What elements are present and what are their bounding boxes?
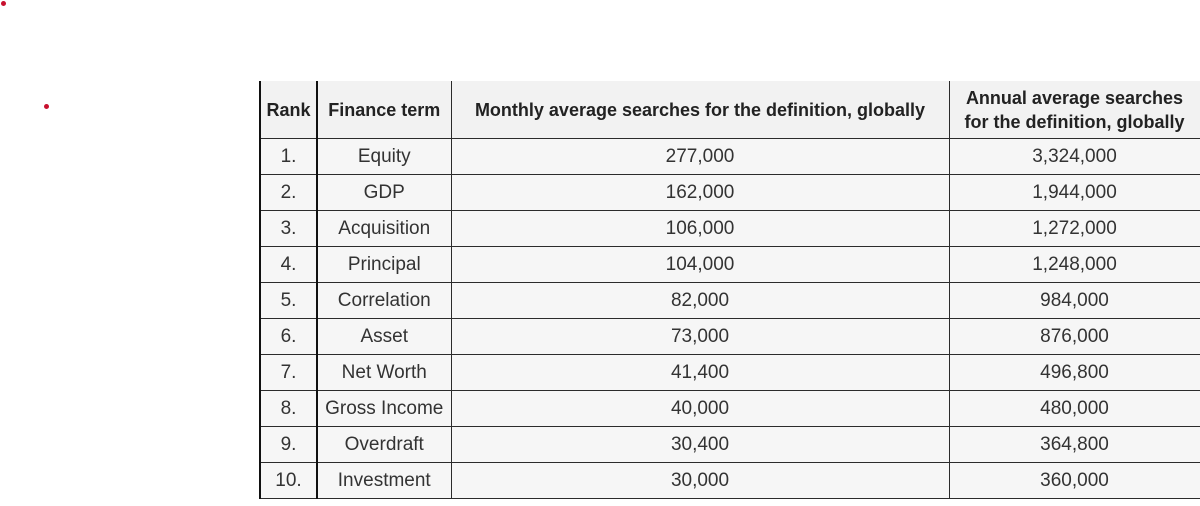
cell-rank: 1. (260, 139, 317, 175)
cell-finance-term: Investment (317, 463, 451, 499)
cell-rank: 6. (260, 319, 317, 355)
cell-monthly-searches: 41,400 (451, 355, 949, 391)
header-rank: Rank (260, 81, 317, 139)
cell-finance-term: Principal (317, 247, 451, 283)
table-row (260, 427, 1200, 463)
cell-annual-searches: 1,248,000 (949, 247, 1200, 283)
cell-rank: 5. (260, 283, 317, 319)
cell-annual-searches: 1,272,000 (949, 211, 1200, 247)
cell-monthly-searches: 73,000 (451, 319, 949, 355)
header-monthly-searches: Monthly average searches for the definition, globally (451, 81, 949, 139)
cell-rank: 3. (260, 211, 317, 247)
table-row (260, 463, 1200, 499)
cell-rank: 8. (260, 391, 317, 427)
cell-rank: 2. (260, 175, 317, 211)
cell-rank: 4. (260, 247, 317, 283)
table-row (260, 211, 1200, 247)
cell-monthly-searches: 106,000 (451, 211, 949, 247)
header-finance-term: Finance term (317, 81, 451, 139)
cell-finance-term: Gross Income (317, 391, 451, 427)
table-row (260, 283, 1200, 319)
cell-rank: 7. (260, 355, 317, 391)
cell-monthly-searches: 104,000 (451, 247, 949, 283)
header-row (260, 81, 1200, 139)
header-annual-searches: Annual average searches for the definition, globally (949, 81, 1200, 139)
cell-finance-term: Equity (317, 139, 451, 175)
cell-annual-searches: 364,800 (949, 427, 1200, 463)
cell-finance-term: Acquisition (317, 211, 451, 247)
cell-annual-searches: 496,800 (949, 355, 1200, 391)
table-body (260, 139, 1200, 499)
table-row (260, 139, 1200, 175)
cell-annual-searches: 876,000 (949, 319, 1200, 355)
cell-finance-term: GDP (317, 175, 451, 211)
cell-monthly-searches: 30,400 (451, 427, 949, 463)
cell-finance-term: Correlation (317, 283, 451, 319)
table-header (260, 81, 1200, 139)
cell-monthly-searches: 277,000 (451, 139, 949, 175)
cell-finance-term: Net Worth (317, 355, 451, 391)
table-row (260, 247, 1200, 283)
list-bullet (44, 104, 49, 109)
cell-finance-term: Asset (317, 319, 451, 355)
cell-monthly-searches: 30,000 (451, 463, 949, 499)
cell-annual-searches: 480,000 (949, 391, 1200, 427)
cell-monthly-searches: 162,000 (451, 175, 949, 211)
finance-terms-table (259, 81, 1200, 499)
cell-annual-searches: 3,324,000 (949, 139, 1200, 175)
cell-annual-searches: 360,000 (949, 463, 1200, 499)
table-row (260, 319, 1200, 355)
table-row (260, 355, 1200, 391)
cell-rank: 10. (260, 463, 317, 499)
cell-rank: 9. (260, 427, 317, 463)
cell-monthly-searches: 40,000 (451, 391, 949, 427)
table-row (260, 391, 1200, 427)
table-row (260, 175, 1200, 211)
list-bullet (1, 1, 6, 6)
cell-annual-searches: 1,944,000 (949, 175, 1200, 211)
cell-finance-term: Overdraft (317, 427, 451, 463)
cell-annual-searches: 984,000 (949, 283, 1200, 319)
cell-monthly-searches: 82,000 (451, 283, 949, 319)
